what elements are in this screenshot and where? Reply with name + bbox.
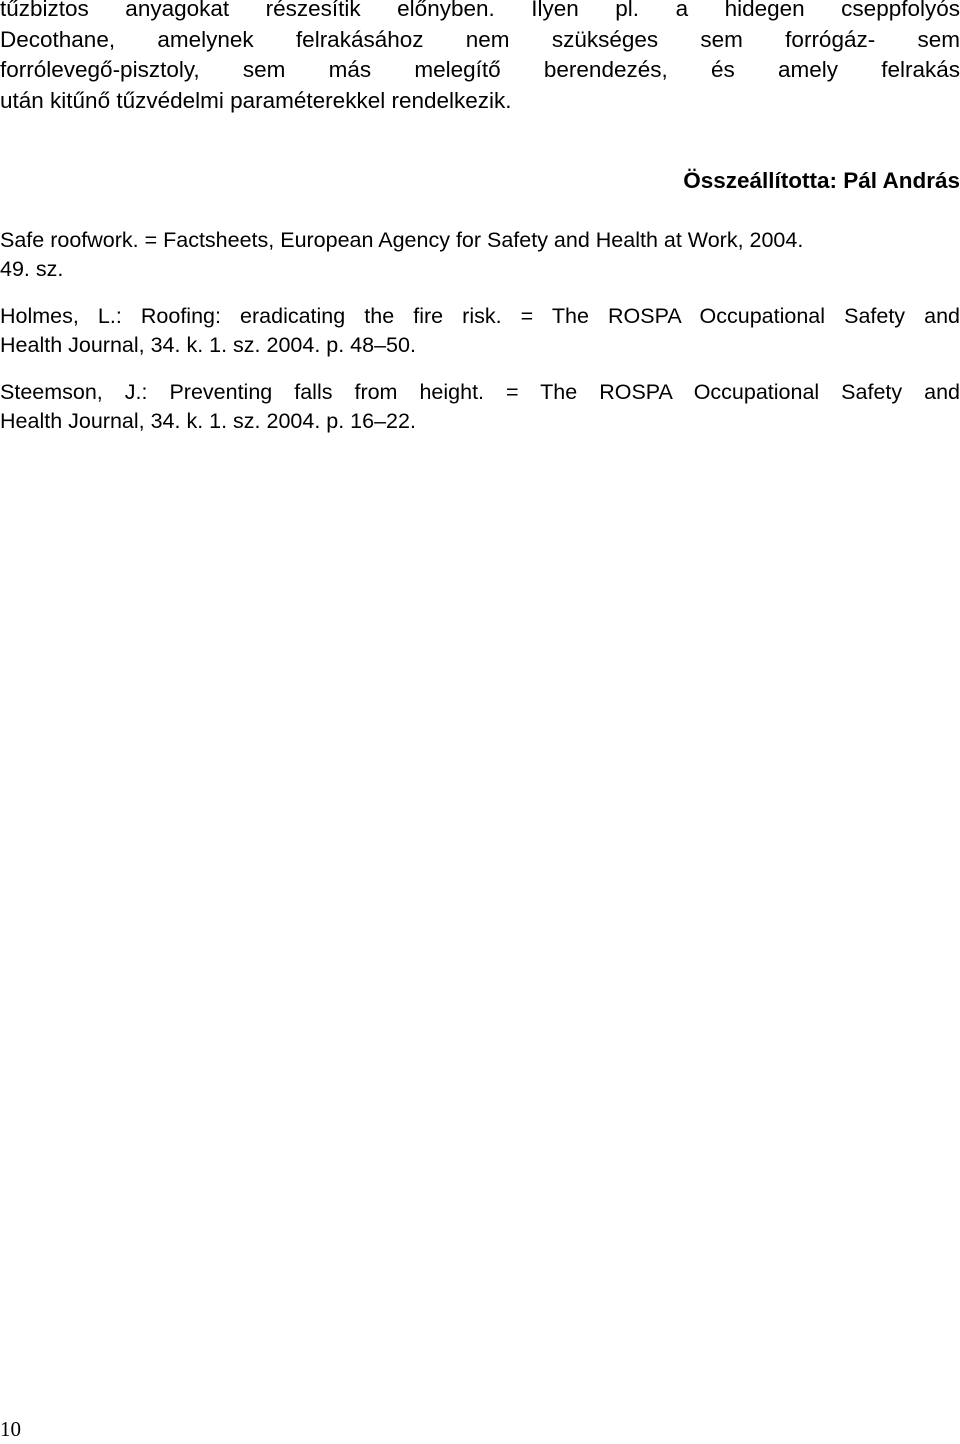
reference-item: [0, 302, 960, 360]
body-paragraph: [0, 0, 960, 116]
reference-line: Safe roofwork. = Factsheets, European Agency for Safety and Health at Work, 2004.: [0, 228, 804, 252]
body-line: forrólevegő-pisztoly, sem más melegítő berendezés, és amely felrakás: [0, 57, 960, 82]
body-line: tűzbiztos anyagokat részesítik előnyben. Ilyen pl. a hidegen cseppfolyós: [0, 0, 960, 21]
reference-item: [0, 378, 960, 436]
author-credit: Összeállította: Pál András: [683, 168, 960, 193]
body-line: Decothane, amelynek felrakásához nem szükséges sem forrógáz- sem: [0, 26, 960, 52]
page-number: 10: [0, 1417, 21, 1441]
reference-line: Holmes, L.: Roofing: eradicating the fire risk. = The ROSPA Occupational Safety and: [0, 304, 960, 328]
reference-line: 49. sz.: [0, 257, 64, 281]
reference-line: Health Journal, 34. k. 1. sz. 2004. p. 48–50.: [0, 333, 416, 357]
reference-item: [0, 226, 960, 284]
reference-list: [0, 226, 960, 454]
reference-line: Steemson, J.: Preventing falls from height. = The ROSPA Occupational Safety and: [0, 380, 960, 404]
reference-line: Health Journal, 34. k. 1. sz. 2004. p. 16–22.: [0, 409, 416, 433]
body-line: után kitűnő tűzvédelmi paraméterekkel rendelkezik.: [0, 87, 512, 113]
